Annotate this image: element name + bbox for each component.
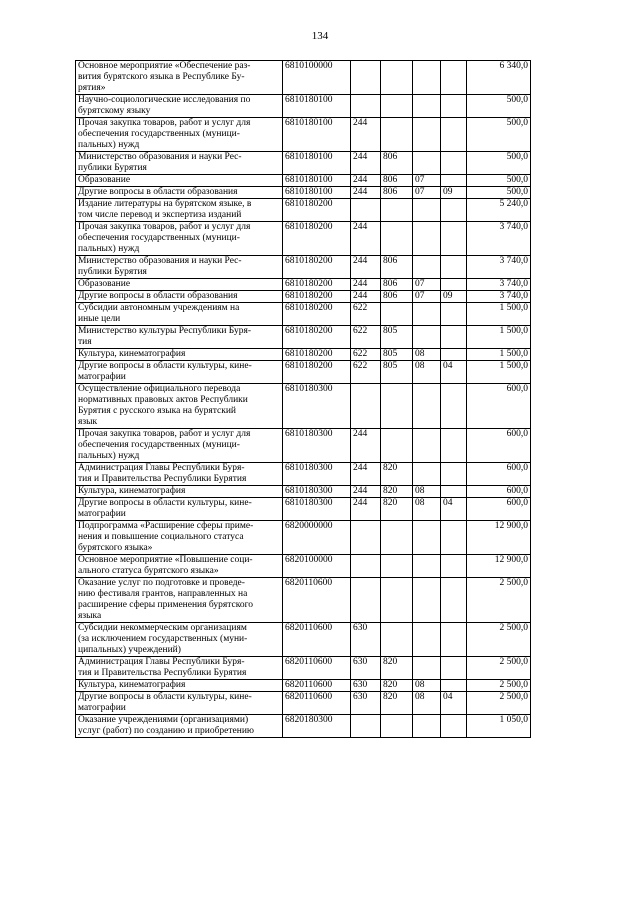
section-cell — [413, 303, 441, 326]
code-cell: 6810180200 — [283, 199, 351, 222]
section-cell — [413, 118, 441, 152]
code-cell: 6810180300 — [283, 486, 351, 498]
sum-cell: 1 500,0 — [467, 303, 531, 326]
table-row — [76, 95, 531, 118]
subsection-cell — [441, 521, 467, 555]
name-cell: Оказание услуг по подготовке и проведе- нию фестиваля грантов, направленных на расширение сферы применения бурятского языка — [76, 578, 283, 623]
name-cell: Другие вопросы в области образования — [76, 187, 283, 199]
code-cell: 6810180100 — [283, 152, 351, 175]
ministry-code-cell: 806 — [381, 175, 413, 187]
sum-cell: 2 500,0 — [467, 623, 531, 657]
table-row — [76, 715, 531, 738]
sum-cell: 600,0 — [467, 384, 531, 429]
section-cell: 08 — [413, 486, 441, 498]
subsection-cell — [441, 463, 467, 486]
section-cell — [413, 657, 441, 680]
subsection-cell — [441, 680, 467, 692]
section-cell — [413, 623, 441, 657]
name-cell: Другие вопросы в области культуры, кине- матографии — [76, 498, 283, 521]
expense-type-cell: 630 — [351, 692, 381, 715]
table-row — [76, 349, 531, 361]
sum-cell: 500,0 — [467, 95, 531, 118]
section-cell — [413, 61, 441, 95]
expense-type-cell: 244 — [351, 118, 381, 152]
section-cell — [413, 578, 441, 623]
subsection-cell — [441, 623, 467, 657]
expense-type-cell: 622 — [351, 349, 381, 361]
expense-type-cell: 244 — [351, 463, 381, 486]
subsection-cell: 04 — [441, 361, 467, 384]
subsection-cell — [441, 95, 467, 118]
name-cell: Издание литературы на бурятском языке, в том числе перевод и экспертиза изданий — [76, 199, 283, 222]
expense-type-cell: 630 — [351, 680, 381, 692]
code-cell: 6810180200 — [283, 256, 351, 279]
expense-type-cell — [351, 61, 381, 95]
code-cell: 6820110600 — [283, 623, 351, 657]
sum-cell: 3 740,0 — [467, 279, 531, 291]
section-cell — [413, 429, 441, 463]
ministry-code-cell: 806 — [381, 279, 413, 291]
name-cell: Субсидии автономным учреждениям на иные цели — [76, 303, 283, 326]
code-cell: 6810180200 — [283, 326, 351, 349]
ministry-code-cell: 805 — [381, 326, 413, 349]
section-cell: 08 — [413, 498, 441, 521]
code-cell: 6810100000 — [283, 61, 351, 95]
name-cell: Образование — [76, 279, 283, 291]
section-cell: 07 — [413, 175, 441, 187]
page-number: 134 — [311, 30, 329, 42]
expense-type-cell — [351, 555, 381, 578]
table-row — [76, 175, 531, 187]
name-cell: Культура, кинематография — [76, 680, 283, 692]
name-cell: Прочая закупка товаров, работ и услуг для обеспечения государственных (муници- пальных) нужд — [76, 222, 283, 256]
section-cell — [413, 222, 441, 256]
section-cell — [413, 521, 441, 555]
sum-cell: 1 500,0 — [467, 361, 531, 384]
subsection-cell — [441, 222, 467, 256]
ministry-code-cell — [381, 303, 413, 326]
table-row — [76, 486, 531, 498]
code-cell: 6810180300 — [283, 384, 351, 429]
sum-cell: 2 500,0 — [467, 578, 531, 623]
sum-cell: 1 050,0 — [467, 715, 531, 738]
table-row — [76, 118, 531, 152]
subsection-cell — [441, 384, 467, 429]
table-row — [76, 623, 531, 657]
ministry-code-cell: 805 — [381, 349, 413, 361]
code-cell: 6810180300 — [283, 498, 351, 521]
name-cell: Другие вопросы в области культуры, кине- матографии — [76, 692, 283, 715]
expense-type-cell: 630 — [351, 623, 381, 657]
ministry-code-cell: 820 — [381, 657, 413, 680]
name-cell: Министерство образования и науки Рес- публики Бурятия — [76, 152, 283, 175]
code-cell: 6810180200 — [283, 361, 351, 384]
sum-cell: 12 900,0 — [467, 555, 531, 578]
expense-type-cell: 244 — [351, 222, 381, 256]
name-cell: Другие вопросы в области культуры, кине- матографии — [76, 361, 283, 384]
sum-cell: 500,0 — [467, 187, 531, 199]
table-row — [76, 692, 531, 715]
code-cell: 6810180200 — [283, 279, 351, 291]
ministry-code-cell — [381, 521, 413, 555]
subsection-cell — [441, 429, 467, 463]
ministry-code-cell — [381, 578, 413, 623]
code-cell: 6820110600 — [283, 657, 351, 680]
ministry-code-cell: 806 — [381, 291, 413, 303]
table-row — [76, 498, 531, 521]
sum-cell: 2 500,0 — [467, 657, 531, 680]
ministry-code-cell — [381, 61, 413, 95]
sum-cell: 600,0 — [467, 486, 531, 498]
name-cell: Прочая закупка товаров, работ и услуг для обеспечения государственных (муници- пальных) нужд — [76, 429, 283, 463]
subsection-cell: 09 — [441, 187, 467, 199]
subsection-cell — [441, 199, 467, 222]
table-row — [76, 187, 531, 199]
code-cell: 6810180200 — [283, 291, 351, 303]
name-cell: Администрация Главы Республики Буря- тия и Правительства Республики Бурятия — [76, 463, 283, 486]
sum-cell: 600,0 — [467, 498, 531, 521]
name-cell: Администрация Главы Республики Буря- тия и Правительства Республики Бурятия — [76, 657, 283, 680]
subsection-cell — [441, 61, 467, 95]
name-cell: Другие вопросы в области образования — [76, 291, 283, 303]
sum-cell: 3 740,0 — [467, 256, 531, 279]
subsection-cell — [441, 303, 467, 326]
expense-type-cell — [351, 384, 381, 429]
table-row — [76, 152, 531, 175]
code-cell: 6810180200 — [283, 222, 351, 256]
name-cell: Основное мероприятие «Повышение соци- ального статуса бурятского языка» — [76, 555, 283, 578]
section-cell: 08 — [413, 680, 441, 692]
expense-type-cell — [351, 521, 381, 555]
section-cell: 07 — [413, 187, 441, 199]
ministry-code-cell: 820 — [381, 680, 413, 692]
subsection-cell — [441, 279, 467, 291]
section-cell — [413, 152, 441, 175]
table-row — [76, 199, 531, 222]
ministry-code-cell: 820 — [381, 486, 413, 498]
expense-type-cell: 244 — [351, 256, 381, 279]
subsection-cell — [441, 349, 467, 361]
code-cell: 6810180100 — [283, 175, 351, 187]
table-row — [76, 384, 531, 429]
section-cell: 08 — [413, 692, 441, 715]
code-cell: 6820000000 — [283, 521, 351, 555]
sum-cell: 6 340,0 — [467, 61, 531, 95]
expense-type-cell — [351, 199, 381, 222]
name-cell: Научно-социологические исследования по бурятскому языку — [76, 95, 283, 118]
expense-type-cell — [351, 578, 381, 623]
name-cell: Культура, кинематография — [76, 349, 283, 361]
subsection-cell — [441, 326, 467, 349]
sum-cell: 2 500,0 — [467, 680, 531, 692]
code-cell: 6820100000 — [283, 555, 351, 578]
sum-cell: 2 500,0 — [467, 692, 531, 715]
table-row — [76, 555, 531, 578]
name-cell: Культура, кинематография — [76, 486, 283, 498]
code-cell: 6810180100 — [283, 118, 351, 152]
subsection-cell — [441, 256, 467, 279]
table-row — [76, 657, 531, 680]
section-cell — [413, 715, 441, 738]
expense-type-cell: 244 — [351, 498, 381, 521]
budget-table — [75, 60, 531, 738]
table-row — [76, 256, 531, 279]
table-row — [76, 279, 531, 291]
expense-type-cell: 622 — [351, 326, 381, 349]
table-row — [76, 326, 531, 349]
subsection-cell — [441, 152, 467, 175]
sum-cell: 12 900,0 — [467, 521, 531, 555]
sum-cell: 500,0 — [467, 175, 531, 187]
table-row — [76, 578, 531, 623]
section-cell: 08 — [413, 349, 441, 361]
subsection-cell — [441, 555, 467, 578]
subsection-cell — [441, 486, 467, 498]
name-cell: Подпрограмма «Расширение сферы приме- нения и повышение социального статуса бурятского языка» — [76, 521, 283, 555]
section-cell — [413, 463, 441, 486]
sum-cell: 600,0 — [467, 429, 531, 463]
code-cell: 6810180100 — [283, 95, 351, 118]
expense-type-cell: 622 — [351, 303, 381, 326]
code-cell: 6820110600 — [283, 680, 351, 692]
expense-type-cell: 244 — [351, 291, 381, 303]
code-cell: 6810180100 — [283, 187, 351, 199]
name-cell: Министерство культуры Республики Буря- тия — [76, 326, 283, 349]
ministry-code-cell: 806 — [381, 187, 413, 199]
subsection-cell — [441, 118, 467, 152]
ministry-code-cell: 805 — [381, 361, 413, 384]
code-cell: 6810180200 — [283, 303, 351, 326]
sum-cell: 600,0 — [467, 463, 531, 486]
sum-cell: 1 500,0 — [467, 349, 531, 361]
expense-type-cell: 244 — [351, 429, 381, 463]
name-cell: Образование — [76, 175, 283, 187]
code-cell: 6810180200 — [283, 349, 351, 361]
ministry-code-cell — [381, 429, 413, 463]
name-cell: Осуществление официального перевода нормативных правовых актов Республики Бурятия с русского языка на бурятский язык — [76, 384, 283, 429]
subsection-cell — [441, 715, 467, 738]
code-cell: 6820110600 — [283, 692, 351, 715]
sum-cell: 500,0 — [467, 152, 531, 175]
ministry-code-cell: 820 — [381, 463, 413, 486]
section-cell: 07 — [413, 279, 441, 291]
ministry-code-cell — [381, 118, 413, 152]
sum-cell: 1 500,0 — [467, 326, 531, 349]
subsection-cell — [441, 578, 467, 623]
section-cell — [413, 555, 441, 578]
code-cell: 6810180300 — [283, 463, 351, 486]
section-cell: 07 — [413, 291, 441, 303]
section-cell — [413, 384, 441, 429]
ministry-code-cell — [381, 623, 413, 657]
table-row — [76, 361, 531, 384]
sum-cell: 3 740,0 — [467, 222, 531, 256]
ministry-code-cell: 806 — [381, 152, 413, 175]
ministry-code-cell — [381, 384, 413, 429]
name-cell: Субсидии некоммерческим организациям (за исключением государственных (муни- ципальных) учреждений) — [76, 623, 283, 657]
name-cell: Основное мероприятие «Обеспечение раз- вития бурятского языка в Республике Бу- рятия» — [76, 61, 283, 95]
section-cell — [413, 199, 441, 222]
ministry-code-cell: 806 — [381, 256, 413, 279]
expense-type-cell: 630 — [351, 657, 381, 680]
subsection-cell — [441, 657, 467, 680]
budget-table-body — [76, 61, 531, 738]
section-cell: 08 — [413, 361, 441, 384]
expense-type-cell: 244 — [351, 187, 381, 199]
sum-cell: 5 240,0 — [467, 199, 531, 222]
section-cell — [413, 326, 441, 349]
ministry-code-cell — [381, 222, 413, 256]
name-cell: Министерство образования и науки Рес- публики Бурятия — [76, 256, 283, 279]
sum-cell: 3 740,0 — [467, 291, 531, 303]
table-row — [76, 463, 531, 486]
table-row — [76, 303, 531, 326]
table-row — [76, 680, 531, 692]
subsection-cell: 04 — [441, 498, 467, 521]
expense-type-cell: 244 — [351, 175, 381, 187]
section-cell — [413, 256, 441, 279]
expense-type-cell: 244 — [351, 486, 381, 498]
table-row — [76, 222, 531, 256]
ministry-code-cell: 820 — [381, 498, 413, 521]
ministry-code-cell — [381, 555, 413, 578]
name-cell: Оказание учреждениями (организациями) услуг (работ) по созданию и приобретению — [76, 715, 283, 738]
code-cell: 6820180300 — [283, 715, 351, 738]
expense-type-cell — [351, 715, 381, 738]
expense-type-cell: 244 — [351, 152, 381, 175]
expense-type-cell: 244 — [351, 279, 381, 291]
ministry-code-cell — [381, 199, 413, 222]
expense-type-cell: 622 — [351, 361, 381, 384]
table-row — [76, 429, 531, 463]
subsection-cell — [441, 175, 467, 187]
sum-cell: 500,0 — [467, 118, 531, 152]
subsection-cell: 04 — [441, 692, 467, 715]
ministry-code-cell — [381, 95, 413, 118]
code-cell: 6820110600 — [283, 578, 351, 623]
ministry-code-cell: 820 — [381, 692, 413, 715]
expense-type-cell — [351, 95, 381, 118]
name-cell: Прочая закупка товаров, работ и услуг для обеспечения государственных (муници- пальных) нужд — [76, 118, 283, 152]
section-cell — [413, 95, 441, 118]
table-row — [76, 61, 531, 95]
subsection-cell: 09 — [441, 291, 467, 303]
table-row — [76, 521, 531, 555]
code-cell: 6810180300 — [283, 429, 351, 463]
ministry-code-cell — [381, 715, 413, 738]
table-row — [76, 291, 531, 303]
